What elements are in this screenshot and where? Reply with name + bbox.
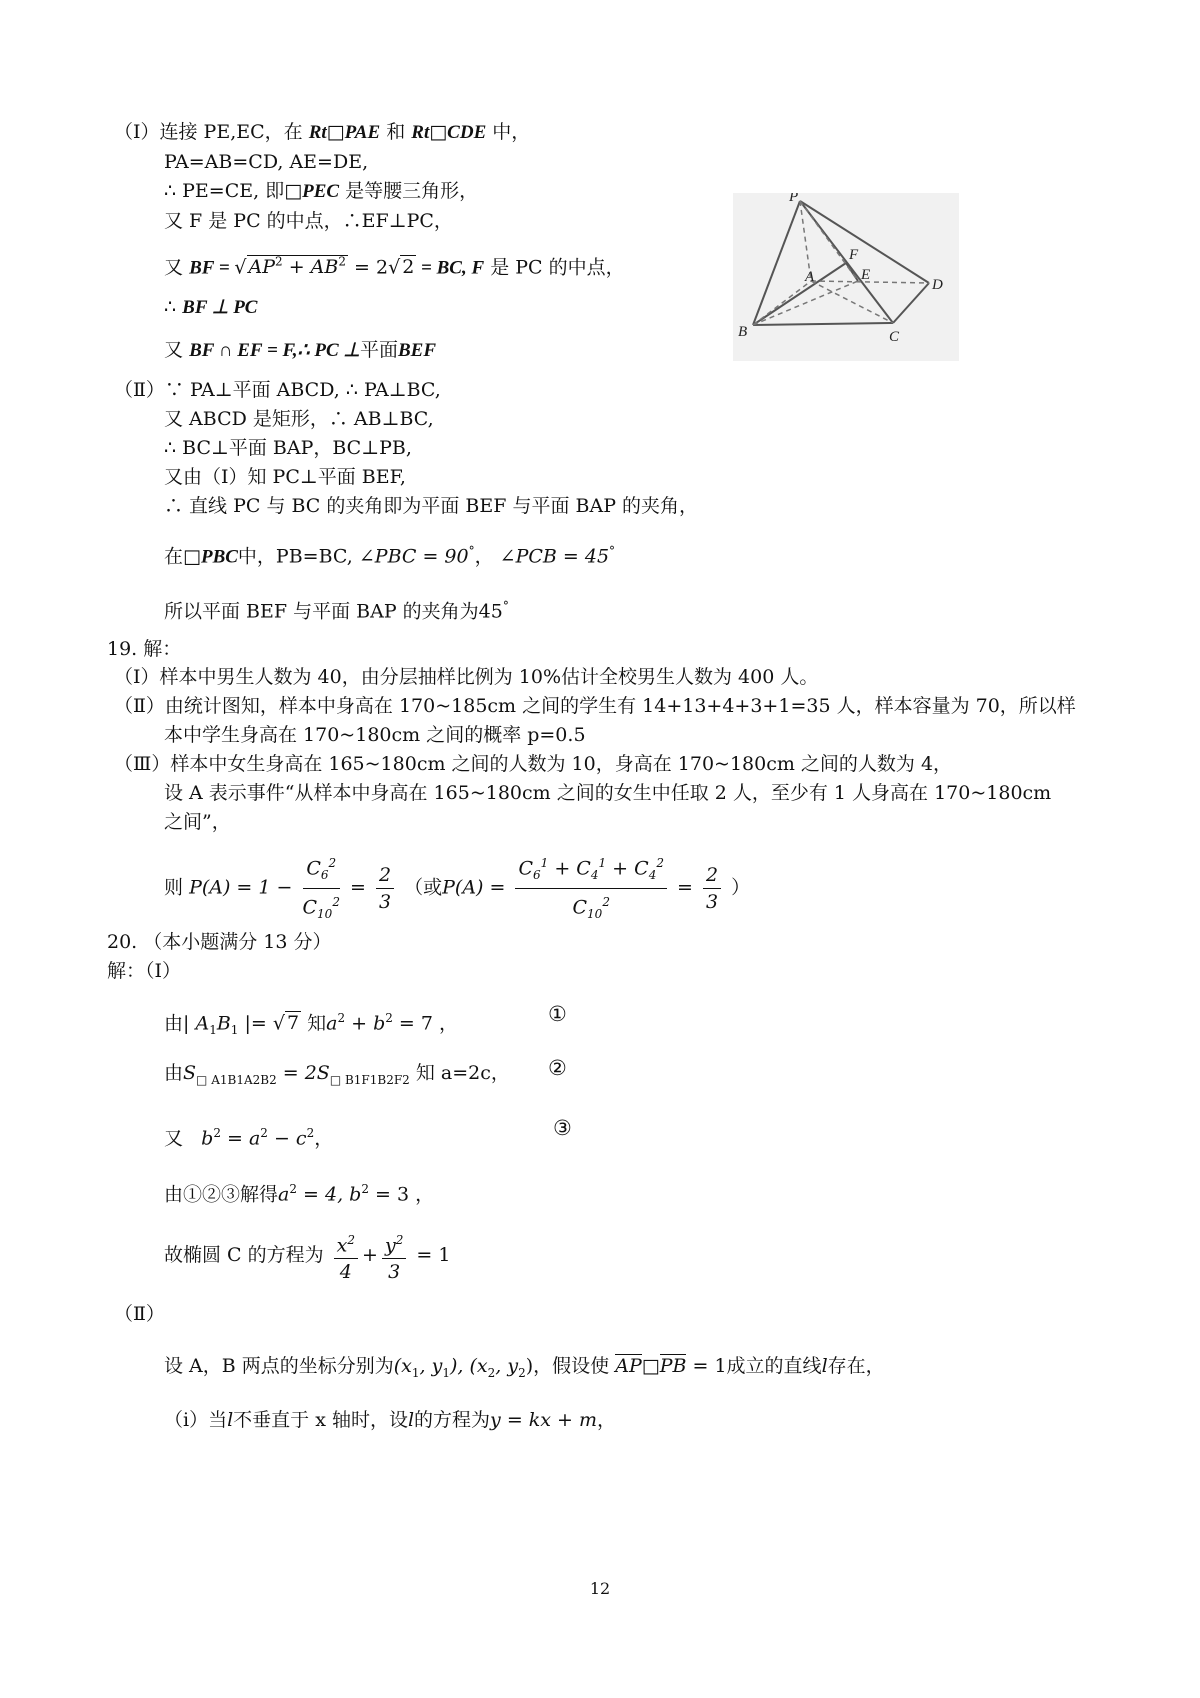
f1b: P(A) = 1 − <box>189 876 293 899</box>
p2-line3: ∴ BC⊥平面 BAP，BC⊥PB, <box>164 437 412 459</box>
l5e: = 2 <box>348 256 389 279</box>
vector-PB: PB <box>659 1355 687 1377</box>
fraction: $\frac{y^2}{3}$ <box>382 1227 406 1285</box>
l5d: + AB <box>282 256 339 279</box>
p2-line5: ∴ 直线 PC 与 BC 的夹角即为平面 BEF 与平面 BAP 的夹角， <box>164 495 699 517</box>
p1-line1 <box>114 120 530 145</box>
q19-line3: 本中学生身高在 170~180cm 之间的概率 p=0.5 <box>164 724 586 746</box>
l6b: PBC <box>200 546 238 568</box>
f1f: = <box>677 876 699 899</box>
p1-line5 <box>164 250 625 280</box>
l7d: BEF <box>397 340 436 361</box>
label-B: B <box>738 324 748 340</box>
l5g: = BC, F <box>416 257 485 279</box>
fraction: $\frac{C_6^1 + C_4^1 + C_4^2}{C_{10}^2}$ <box>515 850 666 927</box>
q20-line7: （ⅰ）当l不垂直于 x 轴时，设l的方程为y = kx + m， <box>164 1409 617 1431</box>
triangle-icon: □ <box>284 180 303 202</box>
q19-formula <box>164 850 750 927</box>
edge-CD <box>893 283 929 323</box>
deg: ° <box>609 544 616 558</box>
l6b: BF ⊥ PC <box>182 297 258 318</box>
l7b: BF ∩ EF = F,∴ PC ⊥ <box>189 340 360 361</box>
l7c: 平面 <box>359 339 398 361</box>
l6a: 在 <box>164 545 184 568</box>
q19-line2: （Ⅱ）由统计图知，样本中身高在 170~185cm 之间的学生有 14+13+4+3+1=35 人，样本容量为 70，所以样 <box>114 695 1076 717</box>
triangle-icon: □ <box>326 121 345 143</box>
label-C: C <box>889 329 900 345</box>
pyramid-diagram <box>733 193 959 361</box>
p1-head: （Ⅰ）连接 PE,EC，在 <box>114 121 303 143</box>
circle-3: ③ <box>553 1116 572 1140</box>
q20-line6: 设 A，B 两点的坐标分别为($x_1$, $y_1$), ($x_2$, $y_2$)，假设使 AP□PB = 1成立的直线l存在， <box>164 1355 885 1380</box>
l6c: 中，PB=BC, <box>237 545 353 568</box>
p2-line2: 又 ABCD 是矩形，∴ AB⊥BC, <box>164 408 434 430</box>
q19-line4: （Ⅲ）样本中女生身高在 165~180cm 之间的人数为 10，身高在 170~180cm 之间的人数为 4， <box>114 753 953 775</box>
edge-PC <box>800 201 893 323</box>
f1c: = <box>350 876 372 899</box>
fraction: $\frac{x^2}{4}$ <box>334 1227 358 1285</box>
edge-BF <box>753 263 846 325</box>
fraction: $\frac{2}{3}$ <box>376 862 394 915</box>
l3c: 是等腰三角形， <box>345 180 479 202</box>
l7a: 又 <box>164 339 184 361</box>
l6a: ∴ <box>164 296 177 318</box>
q20-head2: 解：（Ⅰ） <box>107 960 182 982</box>
label-P: P <box>789 193 799 205</box>
l5c: AP <box>248 256 276 279</box>
deg: ° <box>502 599 509 613</box>
q19-line1: （Ⅰ）样本中男生人数为 40，由分层抽样比例为 10%估计全校男生人数为 400 人。 <box>114 666 819 688</box>
q20-line2: 由$S_{□ A1B1A2B2} = 2S_{□ B1F1B2F2}$ 知 a=2c， <box>164 1062 510 1087</box>
l6e: ， <box>474 545 494 568</box>
sq: 2 <box>338 255 346 269</box>
l5a: 又 <box>164 256 184 279</box>
l7a: 所以平面 BEF 与平面 BAP 的夹角为 <box>164 600 479 623</box>
tri1: PAE <box>344 122 381 143</box>
q20-line3: 又 $b^2 = a^2 - c^2$， <box>164 1126 334 1150</box>
p2-line1: （Ⅱ）∵ PA⊥平面 ABCD, ∴ PA⊥BC, <box>114 379 441 401</box>
f1g: ） <box>731 876 751 899</box>
p2-line7 <box>164 594 509 623</box>
fraction: $\frac{2}{3}$ <box>703 862 721 915</box>
sqrt-icon: √ <box>272 1012 285 1035</box>
p1-line3 <box>164 179 478 204</box>
label-E: E <box>861 267 871 283</box>
vector-AP: AP <box>615 1355 642 1377</box>
edge-BE <box>753 281 858 325</box>
triangle-icon: □ <box>429 121 448 143</box>
pyramid-figure <box>733 193 959 361</box>
p2-line6 <box>164 539 615 569</box>
l5b: BF = <box>189 257 235 279</box>
q19-head: 19. 解： <box>107 638 182 660</box>
zhong: 中， <box>492 121 531 143</box>
label-D: D <box>932 277 943 293</box>
label-A: A <box>805 269 815 285</box>
p1-line2: PA=AB=CD, AE=DE, <box>164 151 369 173</box>
rt1: Rt <box>308 122 327 143</box>
sqrt-icon: √ <box>388 256 401 279</box>
edge-AC <box>811 281 893 323</box>
q20-line1: 由| $A_1B_1$ |= √ 7 知$a^2 + b^2 = 7$ ， <box>164 1011 459 1038</box>
q20-part2: （Ⅱ） <box>114 1303 165 1325</box>
angle-pcb: ∠PCB = 45 <box>499 545 610 568</box>
sqrt-icon: √ <box>234 256 247 279</box>
fraction: $\frac{C_6^2}{C_{10}^2}$ <box>303 850 340 927</box>
and: 和 <box>386 121 406 143</box>
q20-head: 20. （本小题满分 13 分） <box>107 931 332 953</box>
q20-line5: 故椭圆 C 的方程为 $\frac{x^2}{4}$ + $\frac{y^2}{3}$ = 1 <box>164 1225 450 1285</box>
q20-line4: 由①②③解得$a^2 = 4$, $b^2 = 3$ ， <box>164 1182 435 1206</box>
deg: ° <box>468 544 475 558</box>
l3a: ∴ PE=CE, 即 <box>164 180 285 202</box>
edge-FE <box>846 263 858 281</box>
l3b: PEC <box>302 181 340 202</box>
tri2: CDE <box>447 122 487 143</box>
f1a: 则 <box>164 876 184 899</box>
triangle-icon: □ <box>183 545 201 568</box>
sq: 2 <box>275 255 283 269</box>
p1-line4: 又 F 是 PC 的中点，∴EF⊥PC， <box>164 210 453 232</box>
q19-line6: 之间”， <box>164 811 231 833</box>
l5f: 2 <box>402 256 415 279</box>
f1e: P(A) = <box>442 876 512 899</box>
circle-2: ② <box>548 1056 567 1080</box>
circle-1: ① <box>548 1002 567 1026</box>
angle-pbc: ∠PBC = 90 <box>358 545 469 568</box>
rt2: Rt <box>411 122 430 143</box>
page-number: 12 <box>589 1579 611 1598</box>
f1d: （或 <box>404 876 443 899</box>
edge-BC <box>753 323 893 325</box>
p2-line4: 又由（Ⅰ）知 PC⊥平面 BEF, <box>164 466 406 488</box>
p1-line7 <box>164 338 436 363</box>
l7b: 45 <box>478 600 503 623</box>
p1-line6 <box>164 295 257 320</box>
q19-line5: 设 A 表示事件“从样本中身高在 165~180cm 之间的女生中任取 2 人，至少有 1 人身高在 170~180cm <box>164 782 1052 804</box>
l5h: 是 PC 的中点， <box>490 256 625 279</box>
label-F: F <box>849 247 859 263</box>
